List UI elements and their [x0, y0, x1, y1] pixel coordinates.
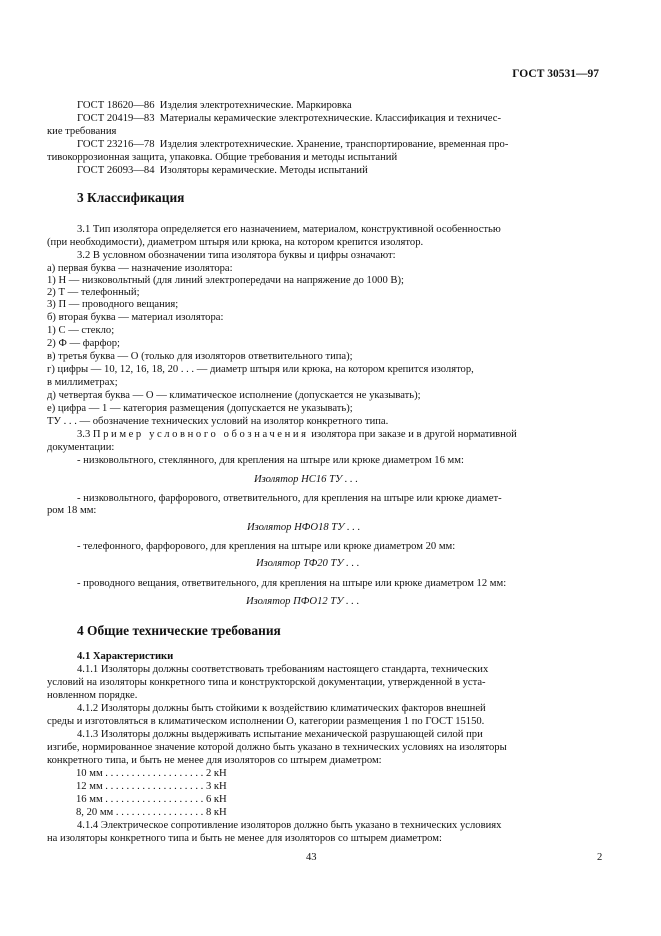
load-row [76, 781, 227, 793]
load-value: 2 кН [205, 768, 227, 779]
list-item: б) вторая буква — материал изолятора: [47, 312, 224, 323]
load-value: 3 кН [205, 781, 227, 792]
reference-line [77, 139, 508, 151]
list-item: 1) С — стекло; [47, 325, 115, 336]
spaced-emphasis: Пример условного обозначения [92, 429, 309, 440]
list-item: е) цифра — 1 — категория размещения (допускается не указывать); [47, 403, 353, 414]
reference-code: ГОСТ 26093—84 [77, 165, 155, 176]
paragraph-text: изолятора при заказе и в другой нормативной [311, 429, 517, 440]
paragraph-4-1-4-cont: на изоляторы конкретного типа и быть не менее для изоляторов со штырем диаметром: [47, 833, 442, 844]
reference-continuation: тивокоррозионная защита, упаковка. Общие требования и методы испытаний [47, 152, 398, 163]
diameter: 12 мм [76, 781, 103, 792]
leader-dots: . . . . . . . . . . . . . . . . . . . [102, 794, 206, 805]
paragraph-4-1-1-cont: условий на изоляторы конкретного типа и конструкторской документации, утвержденной в уста- [47, 677, 486, 688]
example-description: - низковольтного, стеклянного, для крепления на штыре или крюке диаметром 16 мм: [77, 455, 464, 466]
list-item: г) цифры — 10, 12, 16, 18, 20 . . . — диаметр штыря или крюка, на котором крепится изолятор, [47, 364, 474, 375]
list-item: 3) П — проводного вещания; [47, 299, 179, 310]
reference-title: Изоляторы керамические. Методы испытаний [159, 165, 368, 176]
diameter: 8, 20 мм [76, 807, 114, 818]
paragraph-4-1-3-cont: изгибе, нормированное значение которой должно быть указано в технических условиях на изоляторы [47, 742, 507, 753]
reference-line [77, 100, 352, 112]
document-standard-header: ГОСТ 30531—97 [512, 68, 599, 80]
reference-line [77, 165, 368, 177]
paragraph-3-1-cont: (при необходимости), диаметром штыря или крюка, на котором крепится изолятор. [47, 237, 424, 248]
list-item: в миллиметрах; [47, 377, 118, 388]
load-value: 6 кН [205, 794, 227, 805]
reference-code: ГОСТ 23216—78 [77, 139, 155, 150]
paragraph-4-1-4: 4.1.4 Электрическое сопротивление изоляторов должно быть указано в технических условиях [77, 820, 502, 831]
subsection-4-1-title: 4.1 Характеристики [77, 651, 174, 662]
section-3-title: 3 Классификация [77, 190, 185, 205]
example-designation: Изолятор НФО18 ТУ . . . [247, 522, 361, 533]
example-description: - проводного вещания, ответвительного, для крепления на штыре или крюке диаметром 12 мм: [77, 578, 507, 589]
reference-line [77, 113, 501, 125]
paragraph-4-1-2-cont: среды и изготовляться в климатическом исполнении О, категории размещения 1 по ГОСТ 15150. [47, 716, 485, 727]
example-description-cont: ром 18 мм: [47, 505, 97, 516]
example-designation: Изолятор НС16 ТУ . . . [254, 474, 358, 485]
list-item: д) четвертая буква — О — климатическое исполнение (допускается не указывать); [47, 390, 421, 401]
leader-dots: . . . . . . . . . . . . . . . . . . . [102, 768, 206, 779]
load-row [76, 807, 227, 819]
example-description: - низковольтного, фарфорового, ответвительного, для крепления на штыре или крюке диамет- [77, 493, 502, 504]
diameter: 16 мм [76, 794, 103, 805]
load-value: 8 кН [205, 807, 227, 818]
leader-dots: . . . . . . . . . . . . . . . . . [113, 807, 206, 818]
example-designation: Изолятор ТФ20 ТУ . . . [256, 558, 360, 569]
paragraph-4-1-3-cont: конкретного типа, и быть не менее для изоляторов со штырем диаметром: [47, 755, 382, 766]
reference-code: ГОСТ 18620—86 [77, 100, 155, 111]
paragraph-3-2: 3.2 В условном обозначении типа изолятора буквы и цифры означают: [77, 250, 396, 261]
paragraph-4-1-1: 4.1.1 Изоляторы должны соответствовать требованиям настоящего стандарта, технических [77, 664, 489, 675]
load-row [76, 794, 227, 806]
reference-title: Изделия электротехнические. Маркировка [159, 100, 352, 111]
paragraph-3-1: 3.1 Тип изолятора определяется его назначением, материалом, конструктивной особенностью [77, 224, 501, 235]
list-item: 1) Н — низковольтный (для линий электропередачи на напряжение до 1000 В); [47, 275, 404, 286]
load-row [76, 768, 227, 780]
reference-code: ГОСТ 20419—83 [77, 113, 155, 124]
paragraph-4-1-1-cont: новленном порядке. [47, 690, 138, 701]
reference-title: Изделия электротехнические. Хранение, транспортирование, временная про- [159, 139, 509, 150]
list-item: а) первая буква — назначение изолятора: [47, 263, 233, 274]
example-description: - телефонного, фарфорового, для крепления на штыре или крюке диаметром 20 мм: [77, 541, 456, 552]
list-item: ТУ . . . — обозначение технических условий на изолятор конкретного типа. [47, 416, 389, 427]
diameter: 10 мм [76, 768, 103, 779]
paragraph-3-3-cont: документации: [47, 442, 115, 453]
reference-continuation: кие требования [47, 126, 117, 137]
list-item: в) третья буква — О (только для изоляторов ответвительного типа); [47, 351, 353, 362]
paragraph-number: 3.3 [77, 429, 91, 440]
reference-title: Материалы керамические электротехнические. Классификация и техничес- [159, 113, 501, 124]
list-item: 2) Т — телефонный; [47, 287, 140, 298]
paragraph-3-3 [77, 429, 517, 441]
section-4-title: 4 Общие технические требования [77, 623, 281, 638]
leader-dots: . . . . . . . . . . . . . . . . . . . [102, 781, 206, 792]
example-designation: Изолятор ПФО12 ТУ . . . [246, 596, 360, 607]
sheet-number: 2 [597, 852, 603, 863]
page-number: 43 [306, 852, 317, 863]
paragraph-4-1-2: 4.1.2 Изоляторы должны быть стойкими к воздействию климатических факторов внешней [77, 703, 486, 714]
list-item: 2) Ф — фарфор; [47, 338, 120, 349]
paragraph-4-1-3: 4.1.3 Изоляторы должны выдерживать испытание механической разрушающей силой при [77, 729, 483, 740]
